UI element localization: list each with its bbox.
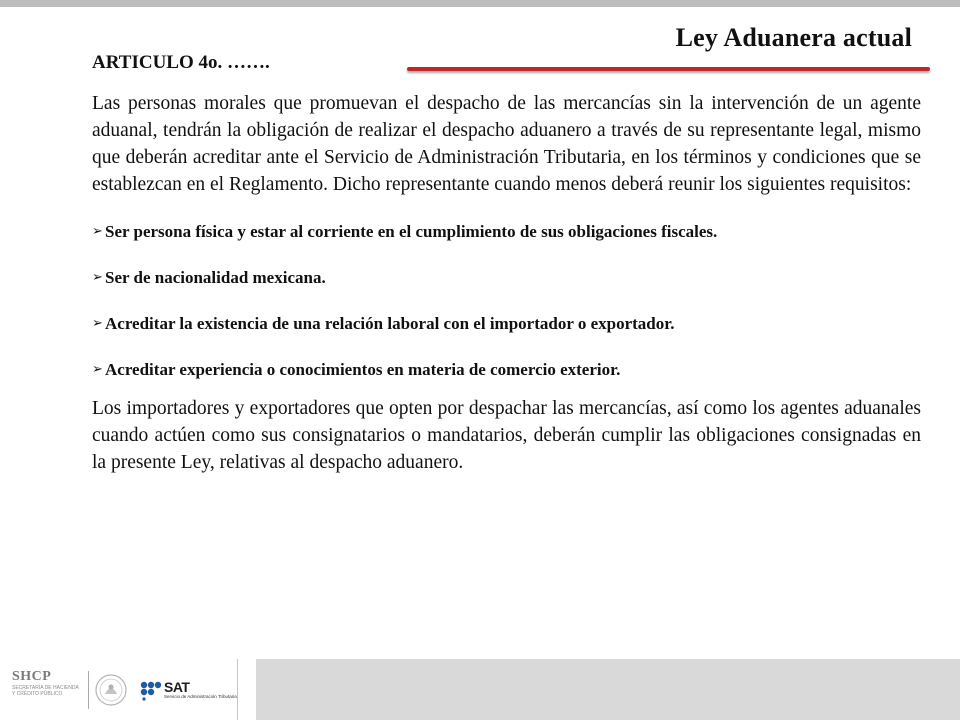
requirement-text: Ser persona física y estar al corriente en el cumplimiento de sus obligaciones fiscales. bbox=[105, 222, 718, 241]
requirement-text: Ser de nacionalidad mexicana. bbox=[105, 268, 326, 287]
requirement-item bbox=[92, 218, 921, 245]
slide-title: Ley Aduanera actual bbox=[675, 23, 912, 52]
slide-content bbox=[92, 49, 921, 476]
logo-divider bbox=[88, 671, 89, 709]
footer-bar bbox=[0, 659, 960, 720]
arrow-bullet-icon: ➢ bbox=[92, 224, 103, 239]
intro-paragraph: Las personas morales que promuevan el despacho de las mercancías sin la intervención de un agente aduanal, tendrán la obligación de realizar el despacho aduanero a través de su representante legal, mismo que deberán acreditar ante el Servicio de Administración Tributaria, en los términos y condiciones que se establezcan en el Reglamento. Dicho representante cuando menos deberá reunir los siguientes requisitos: bbox=[92, 93, 921, 195]
article-heading: ARTICULO 4o. ……. bbox=[92, 52, 270, 73]
sat-dots-icon bbox=[140, 681, 162, 701]
requirement-item bbox=[92, 264, 921, 291]
arrow-bullet-icon: ➢ bbox=[92, 316, 103, 331]
requirements-list bbox=[92, 218, 921, 383]
closing-paragraph: Los importadores y exportadores que opten por despachar las mercancías, así como los agentes aduanales cuando actúen como sus consignatarios o mandatarios, deberán cumplir las obligaciones consignadas en la presente Ley, relativas al despacho aduanero. bbox=[92, 398, 921, 473]
shcp-logo bbox=[12, 669, 84, 697]
sat-subtitle: Servicio de Administración Tributaria bbox=[164, 694, 237, 699]
top-border-bar bbox=[0, 0, 960, 7]
requirement-item bbox=[92, 356, 921, 383]
requirement-text: Acreditar experiencia o conocimientos en materia de comercio exterior. bbox=[105, 360, 621, 379]
shcp-subtitle-line: SECRETARÍA DE HACIENDA bbox=[12, 685, 79, 691]
footer-spacer bbox=[238, 659, 256, 720]
requirement-item bbox=[92, 310, 921, 337]
arrow-bullet-icon: ➢ bbox=[92, 362, 103, 377]
footer-logo-panel bbox=[0, 659, 238, 720]
arrow-bullet-icon: ➢ bbox=[92, 270, 103, 285]
coat-of-arms-seal-icon bbox=[94, 673, 128, 707]
requirement-text: Acreditar la existencia de una relación laboral con el importador o exportador. bbox=[105, 314, 675, 333]
shcp-subtitle-line: Y CRÉDITO PÚBLICO bbox=[12, 691, 63, 697]
shcp-logo-text: SHCP bbox=[12, 669, 52, 684]
sat-logo-text: SAT bbox=[164, 679, 190, 695]
